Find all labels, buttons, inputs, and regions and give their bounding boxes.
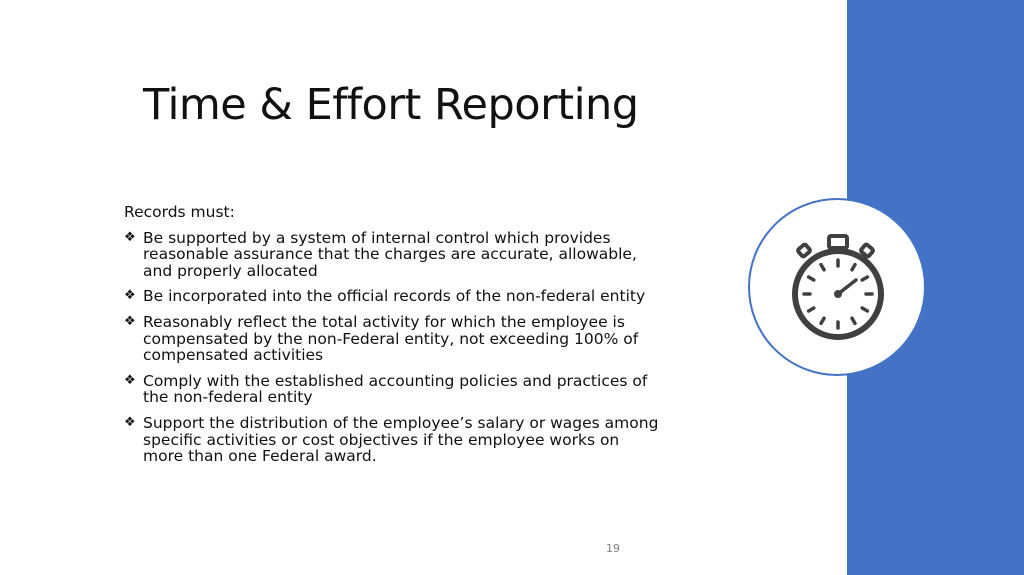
bullet-text: Reasonably reflect the total activity for which the employee is compensated by the non-Federal entity, not exceeding 100% of compensated activities	[143, 312, 639, 365]
bullet-text: Be incorporated into the official records of the non-federal entity	[143, 287, 646, 306]
diamond-bullet-icon: ❖	[124, 372, 136, 388]
bullet-text: Be supported by a system of internal control which provides reasonable assurance that the charges are accurate, allowable, and properly allocated	[143, 228, 637, 280]
page-number: 19	[606, 542, 620, 555]
list-item	[124, 373, 664, 406]
diamond-bullet-icon: ❖	[124, 288, 136, 304]
stopwatch-icon-badge	[748, 198, 926, 376]
diamond-bullet-icon: ❖	[124, 229, 136, 245]
list-item	[124, 314, 664, 364]
list-item	[124, 415, 664, 465]
diamond-bullet-icon: ❖	[124, 313, 136, 329]
intro-text: Records must:	[124, 203, 235, 221]
bullet-text: Support the distribution of the employee’s salary or wages among specific activities or cost objectives if the employee works on more than one Federal award.	[143, 413, 659, 466]
bullet-text: Comply with the established accounting policies and practices of the non-federal entity	[143, 371, 648, 407]
list-item	[124, 288, 664, 305]
list-item	[124, 230, 664, 280]
bullet-list	[124, 230, 664, 465]
diamond-bullet-icon: ❖	[124, 414, 136, 430]
content-block	[124, 204, 664, 474]
slide-title: Time & Effort Reporting	[143, 80, 639, 130]
